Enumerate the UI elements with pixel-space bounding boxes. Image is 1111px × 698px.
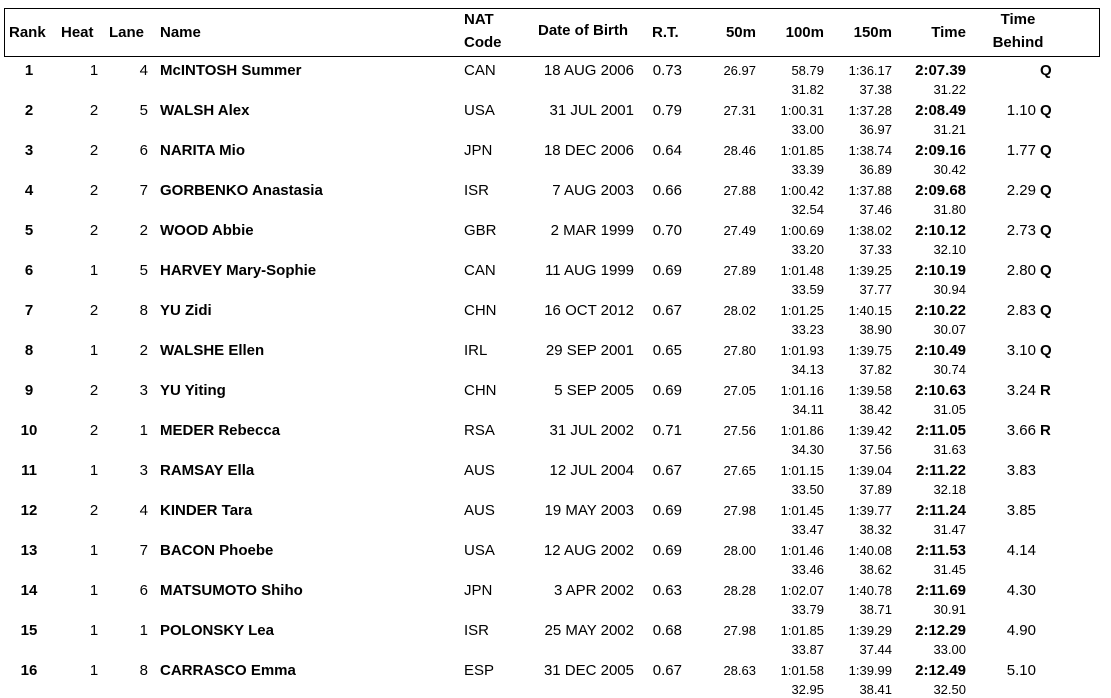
split-50m-cell: 27.88 <box>723 183 756 198</box>
time-behind-cell: 3.66 <box>1006 422 1036 439</box>
lap-split-100m-cell: 33.59 <box>791 282 824 297</box>
qualification-cell: Q <box>1040 302 1052 319</box>
lap-split-150m-cell: 38.41 <box>859 682 892 697</box>
swimmer-name-cell: McINTOSH Summer <box>160 62 302 79</box>
date-of-birth-cell: 25 MAY 2002 <box>544 622 634 639</box>
split-100m-cell: 1:01.25 <box>780 303 824 318</box>
split-50m-cell: 28.28 <box>723 583 756 598</box>
split-100m-cell: 1:01.93 <box>780 343 824 358</box>
lap-split-final-cell: 30.94 <box>933 282 966 297</box>
reaction-time-cell: 0.67 <box>652 662 682 679</box>
final-time-cell: 2:09.16 <box>915 142 966 159</box>
lap-split-final-cell: 30.42 <box>933 162 966 177</box>
date-of-birth-cell: 12 AUG 2002 <box>543 542 634 559</box>
nat-code-cell: AUS <box>464 502 495 519</box>
date-of-birth-cell: 11 AUG 1999 <box>545 262 634 279</box>
rank-cell: 2 <box>24 102 34 119</box>
lap-split-150m-cell: 36.89 <box>859 162 892 177</box>
lane-cell: 1 <box>139 422 148 439</box>
reaction-time-cell: 0.79 <box>652 102 682 119</box>
date-of-birth-cell: 31 DEC 2005 <box>543 662 634 679</box>
heat-cell: 2 <box>89 302 99 319</box>
lap-split-150m-cell: 38.32 <box>859 522 892 537</box>
header-date-of-birth: Date of Birth <box>538 22 628 39</box>
final-time-cell: 2:10.19 <box>915 262 966 279</box>
lap-split-100m-cell: 34.30 <box>791 442 824 457</box>
nat-code-cell: ESP <box>464 662 495 679</box>
time-behind-cell: 2.80 <box>1006 262 1036 279</box>
split-150m-cell: 1:39.58 <box>848 383 892 398</box>
date-of-birth-cell: 3 APR 2002 <box>553 582 634 599</box>
split-150m-cell: 1:40.08 <box>848 543 892 558</box>
date-of-birth-cell: 31 JUL 2001 <box>549 102 634 119</box>
split-50m-cell: 27.80 <box>723 343 756 358</box>
lap-split-final-cell: 30.74 <box>933 362 966 377</box>
header-nat-line1: NAT <box>464 11 494 28</box>
lap-split-150m-cell: 38.90 <box>859 322 892 337</box>
date-of-birth-cell: 12 JUL 2004 <box>549 462 634 479</box>
lap-split-150m-cell: 37.56 <box>859 442 892 457</box>
date-of-birth-cell: 19 MAY 2003 <box>544 502 634 519</box>
lap-split-final-cell: 31.63 <box>933 442 966 457</box>
lane-cell: 7 <box>139 542 148 559</box>
split-100m-cell: 1:00.69 <box>780 223 824 238</box>
qualification-cell: Q <box>1040 102 1052 119</box>
heat-cell: 1 <box>89 462 99 479</box>
rank-cell: 15 <box>20 622 38 639</box>
nat-code-cell: CHN <box>464 302 497 319</box>
lap-split-final-cell: 31.47 <box>933 522 966 537</box>
qualification-cell: Q <box>1040 222 1052 239</box>
header-split-50m: 50m <box>725 24 756 41</box>
rank-cell: 1 <box>24 62 34 79</box>
heat-cell: 1 <box>89 262 99 279</box>
nat-code-cell: ISR <box>464 622 490 639</box>
final-time-cell: 2:10.63 <box>915 382 966 399</box>
date-of-birth-cell: 18 AUG 2006 <box>543 62 634 79</box>
qualification-cell: Q <box>1040 262 1052 279</box>
reaction-time-cell: 0.69 <box>652 382 682 399</box>
final-time-cell: 2:12.49 <box>915 662 966 679</box>
time-behind-cell: 3.10 <box>1006 342 1036 359</box>
time-behind-cell: 3.24 <box>1006 382 1036 399</box>
split-50m-cell: 28.02 <box>723 303 756 318</box>
header-heat: Heat <box>61 24 94 41</box>
final-time-cell: 2:09.68 <box>915 182 966 199</box>
header-name: Name <box>160 24 201 41</box>
split-50m-cell: 28.46 <box>723 143 756 158</box>
lane-cell: 5 <box>139 102 148 119</box>
lap-split-100m-cell: 34.13 <box>791 362 824 377</box>
nat-code-cell: JPN <box>464 582 493 599</box>
reaction-time-cell: 0.66 <box>652 182 682 199</box>
final-time-cell: 2:11.24 <box>915 502 966 519</box>
lap-split-100m-cell: 31.82 <box>791 82 824 97</box>
lap-split-100m-cell: 33.87 <box>791 642 824 657</box>
reaction-time-cell: 0.64 <box>652 142 682 159</box>
split-100m-cell: 1:01.58 <box>780 663 824 678</box>
lap-split-final-cell: 32.18 <box>933 482 966 497</box>
lap-split-150m-cell: 37.46 <box>859 202 892 217</box>
reaction-time-cell: 0.70 <box>652 222 682 239</box>
lap-split-150m-cell: 37.89 <box>859 482 892 497</box>
lap-split-100m-cell: 33.20 <box>791 242 824 257</box>
final-time-cell: 2:11.05 <box>915 422 966 439</box>
lap-split-150m-cell: 37.33 <box>859 242 892 257</box>
header-split-100m: 100m <box>785 24 824 41</box>
split-150m-cell: 1:38.74 <box>848 143 892 158</box>
header-reaction-time: R.T. <box>652 24 679 41</box>
lap-split-100m-cell: 32.95 <box>791 682 824 697</box>
heat-cell: 1 <box>89 662 99 679</box>
date-of-birth-cell: 18 DEC 2006 <box>543 142 634 159</box>
split-100m-cell: 1:01.48 <box>780 263 824 278</box>
split-100m-cell: 1:00.31 <box>780 103 824 118</box>
split-50m-cell: 27.89 <box>723 263 756 278</box>
lap-split-final-cell: 32.10 <box>933 242 966 257</box>
final-time-cell: 2:08.49 <box>915 102 966 119</box>
split-100m-cell: 1:02.07 <box>780 583 824 598</box>
nat-code-cell: ISR <box>464 182 490 199</box>
lap-split-final-cell: 32.50 <box>933 682 966 697</box>
time-behind-cell: 5.10 <box>1006 662 1036 679</box>
reaction-time-cell: 0.63 <box>652 582 682 599</box>
lane-cell: 3 <box>139 462 148 479</box>
time-behind-cell: 2.29 <box>1006 182 1036 199</box>
lap-split-final-cell: 31.45 <box>933 562 966 577</box>
nat-code-cell: CAN <box>464 262 496 279</box>
rank-cell: 16 <box>20 662 38 679</box>
swimmer-name-cell: MATSUMOTO Shiho <box>160 582 303 599</box>
heat-cell: 2 <box>89 422 99 439</box>
lap-split-final-cell: 31.22 <box>933 82 966 97</box>
heat-cell: 2 <box>89 382 99 399</box>
qualification-cell: R <box>1040 382 1051 399</box>
split-150m-cell: 1:39.04 <box>848 463 892 478</box>
rank-cell: 6 <box>24 262 34 279</box>
lane-cell: 5 <box>139 262 148 279</box>
final-time-cell: 2:11.53 <box>915 542 966 559</box>
lane-cell: 8 <box>139 662 148 679</box>
lap-split-100m-cell: 33.46 <box>791 562 824 577</box>
time-behind-cell: 3.83 <box>1006 462 1036 479</box>
rank-cell: 14 <box>20 582 38 599</box>
split-100m-cell: 1:00.42 <box>780 183 824 198</box>
split-150m-cell: 1:39.75 <box>848 343 892 358</box>
swimmer-name-cell: WALSHE Ellen <box>160 342 265 359</box>
lap-split-150m-cell: 37.77 <box>859 282 892 297</box>
split-150m-cell: 1:36.17 <box>848 63 892 78</box>
heat-cell: 2 <box>89 182 99 199</box>
date-of-birth-cell: 5 SEP 2005 <box>554 382 634 399</box>
split-50m-cell: 27.31 <box>723 103 756 118</box>
time-behind-cell: 2.73 <box>1006 222 1036 239</box>
split-150m-cell: 1:37.28 <box>848 103 892 118</box>
lane-cell: 6 <box>139 142 148 159</box>
header-time-behind-line2: Behind <box>992 34 1044 51</box>
nat-code-cell: CAN <box>464 62 496 79</box>
rank-cell: 11 <box>21 462 37 479</box>
lap-split-150m-cell: 37.82 <box>859 362 892 377</box>
split-50m-cell: 27.49 <box>723 223 756 238</box>
split-150m-cell: 1:37.88 <box>848 183 892 198</box>
lane-cell: 4 <box>139 502 148 519</box>
time-behind-cell: 1.10 <box>1006 102 1036 119</box>
lane-cell: 2 <box>139 342 148 359</box>
split-100m-cell: 1:01.46 <box>780 543 824 558</box>
rank-cell: 7 <box>24 302 34 319</box>
final-time-cell: 2:07.39 <box>915 62 966 79</box>
reaction-time-cell: 0.68 <box>652 622 682 639</box>
qualification-cell: Q <box>1040 142 1052 159</box>
nat-code-cell: AUS <box>464 462 495 479</box>
date-of-birth-cell: 7 AUG 2003 <box>552 182 634 199</box>
swimmer-name-cell: YU Zidi <box>160 302 212 319</box>
split-50m-cell: 27.05 <box>723 383 756 398</box>
lane-cell: 7 <box>139 182 148 199</box>
split-50m-cell: 28.00 <box>723 543 756 558</box>
time-behind-cell: 1.77 <box>1006 142 1036 159</box>
qualification-cell: Q <box>1040 342 1052 359</box>
lap-split-100m-cell: 33.79 <box>791 602 824 617</box>
reaction-time-cell: 0.69 <box>652 542 682 559</box>
split-50m-cell: 28.63 <box>723 663 756 678</box>
rank-cell: 5 <box>24 222 34 239</box>
lap-split-final-cell: 31.80 <box>933 202 966 217</box>
heat-cell: 2 <box>89 222 99 239</box>
date-of-birth-cell: 29 SEP 2001 <box>545 342 634 359</box>
lane-cell: 2 <box>139 222 148 239</box>
split-150m-cell: 1:39.42 <box>848 423 892 438</box>
lap-split-100m-cell: 33.47 <box>791 522 824 537</box>
qualification-cell: Q <box>1040 62 1052 79</box>
rank-cell: 12 <box>20 502 38 519</box>
split-100m-cell: 1:01.85 <box>780 143 824 158</box>
final-time-cell: 2:10.22 <box>915 302 966 319</box>
lane-cell: 4 <box>139 62 148 79</box>
split-100m-cell: 1:01.16 <box>780 383 824 398</box>
reaction-time-cell: 0.73 <box>652 62 682 79</box>
split-150m-cell: 1:40.15 <box>848 303 892 318</box>
header-rank: Rank <box>9 24 46 41</box>
split-50m-cell: 27.56 <box>723 423 756 438</box>
qualification-cell: R <box>1040 422 1051 439</box>
header-time: Time <box>931 24 966 41</box>
time-behind-cell: 2.83 <box>1006 302 1036 319</box>
nat-code-cell: JPN <box>464 142 493 159</box>
swimmer-name-cell: MEDER Rebecca <box>160 422 281 439</box>
heat-cell: 1 <box>89 62 99 79</box>
swimmer-name-cell: NARITA Mio <box>160 142 245 159</box>
swimmer-name-cell: WOOD Abbie <box>160 222 254 239</box>
time-behind-cell: 3.85 <box>1006 502 1036 519</box>
split-150m-cell: 1:39.77 <box>848 503 892 518</box>
lap-split-150m-cell: 38.42 <box>859 402 892 417</box>
heat-cell: 1 <box>89 582 99 599</box>
reaction-time-cell: 0.69 <box>652 502 682 519</box>
lap-split-final-cell: 30.07 <box>933 322 966 337</box>
lap-split-100m-cell: 33.50 <box>791 482 824 497</box>
split-150m-cell: 1:39.99 <box>848 663 892 678</box>
lap-split-100m-cell: 32.54 <box>791 202 824 217</box>
split-50m-cell: 27.98 <box>723 503 756 518</box>
rank-cell: 4 <box>24 182 34 199</box>
reaction-time-cell: 0.67 <box>652 462 682 479</box>
rank-cell: 9 <box>24 382 34 399</box>
split-50m-cell: 27.98 <box>723 623 756 638</box>
lap-split-150m-cell: 37.44 <box>859 642 892 657</box>
date-of-birth-cell: 31 JUL 2002 <box>549 422 634 439</box>
reaction-time-cell: 0.71 <box>652 422 682 439</box>
heat-cell: 2 <box>89 502 99 519</box>
split-100m-cell: 1:01.85 <box>780 623 824 638</box>
final-time-cell: 2:11.69 <box>915 582 966 599</box>
lane-cell: 1 <box>139 622 148 639</box>
lap-split-150m-cell: 38.62 <box>859 562 892 577</box>
swimmer-name-cell: POLONSKY Lea <box>160 622 274 639</box>
swimmer-name-cell: CARRASCO Emma <box>160 662 296 679</box>
final-time-cell: 2:12.29 <box>915 622 966 639</box>
lap-split-150m-cell: 37.38 <box>859 82 892 97</box>
split-100m-cell: 1:01.15 <box>780 463 824 478</box>
lap-split-final-cell: 31.21 <box>933 122 966 137</box>
rank-cell: 10 <box>20 422 38 439</box>
header-nat-line2: Code <box>464 34 502 51</box>
nat-code-cell: GBR <box>464 222 497 239</box>
split-150m-cell: 1:40.78 <box>848 583 892 598</box>
reaction-time-cell: 0.65 <box>652 342 682 359</box>
swimmer-name-cell: RAMSAY Ella <box>160 462 255 479</box>
header-time-behind-line1: Time <box>1000 11 1036 28</box>
swimmer-name-cell: KINDER Tara <box>160 502 253 519</box>
time-behind-cell: 4.30 <box>1006 582 1036 599</box>
final-time-cell: 2:11.22 <box>915 462 966 479</box>
final-time-cell: 2:10.12 <box>915 222 966 239</box>
date-of-birth-cell: 2 MAR 1999 <box>550 222 634 239</box>
split-150m-cell: 1:38.02 <box>848 223 892 238</box>
time-behind-cell: 4.14 <box>1006 542 1036 559</box>
lap-split-100m-cell: 33.39 <box>791 162 824 177</box>
swimmer-name-cell: WALSH Alex <box>160 102 250 119</box>
swimmer-name-cell: GORBENKO Anastasia <box>160 182 323 199</box>
split-100m-cell: 58.79 <box>791 63 824 78</box>
lane-cell: 6 <box>139 582 148 599</box>
split-150m-cell: 1:39.25 <box>848 263 892 278</box>
reaction-time-cell: 0.67 <box>652 302 682 319</box>
swimmer-name-cell: BACON Phoebe <box>160 542 274 559</box>
lap-split-150m-cell: 38.71 <box>859 602 892 617</box>
nat-code-cell: IRL <box>464 342 488 359</box>
lap-split-final-cell: 33.00 <box>933 642 966 657</box>
split-100m-cell: 1:01.86 <box>780 423 824 438</box>
time-behind-cell: 4.90 <box>1006 622 1036 639</box>
nat-code-cell: USA <box>464 542 495 559</box>
reaction-time-cell: 0.69 <box>652 262 682 279</box>
lap-split-100m-cell: 33.00 <box>791 122 824 137</box>
heat-cell: 1 <box>89 342 99 359</box>
lap-split-100m-cell: 34.11 <box>792 402 824 417</box>
final-time-cell: 2:10.49 <box>915 342 966 359</box>
split-150m-cell: 1:39.29 <box>848 623 892 638</box>
rank-cell: 13 <box>20 542 38 559</box>
nat-code-cell: RSA <box>464 422 495 439</box>
rank-cell: 8 <box>24 342 34 359</box>
heat-cell: 1 <box>89 542 99 559</box>
split-100m-cell: 1:01.45 <box>780 503 824 518</box>
heat-cell: 2 <box>89 142 99 159</box>
lap-split-final-cell: 30.91 <box>933 602 966 617</box>
qualification-cell: Q <box>1040 182 1052 199</box>
swimmer-name-cell: HARVEY Mary-Sophie <box>160 262 317 279</box>
swimmer-name-cell: YU Yiting <box>160 382 226 399</box>
header-split-150m: 150m <box>853 24 892 41</box>
nat-code-cell: CHN <box>464 382 497 399</box>
lap-split-150m-cell: 36.97 <box>859 122 892 137</box>
header-lane: Lane <box>109 24 145 41</box>
lane-cell: 3 <box>139 382 148 399</box>
split-50m-cell: 26.97 <box>723 63 756 78</box>
heat-cell: 1 <box>89 622 99 639</box>
lap-split-final-cell: 31.05 <box>933 402 966 417</box>
lane-cell: 8 <box>139 302 148 319</box>
nat-code-cell: USA <box>464 102 495 119</box>
lap-split-100m-cell: 33.23 <box>791 322 824 337</box>
split-50m-cell: 27.65 <box>723 463 756 478</box>
date-of-birth-cell: 16 OCT 2012 <box>544 302 634 319</box>
heat-cell: 2 <box>89 102 99 119</box>
rank-cell: 3 <box>24 142 34 159</box>
